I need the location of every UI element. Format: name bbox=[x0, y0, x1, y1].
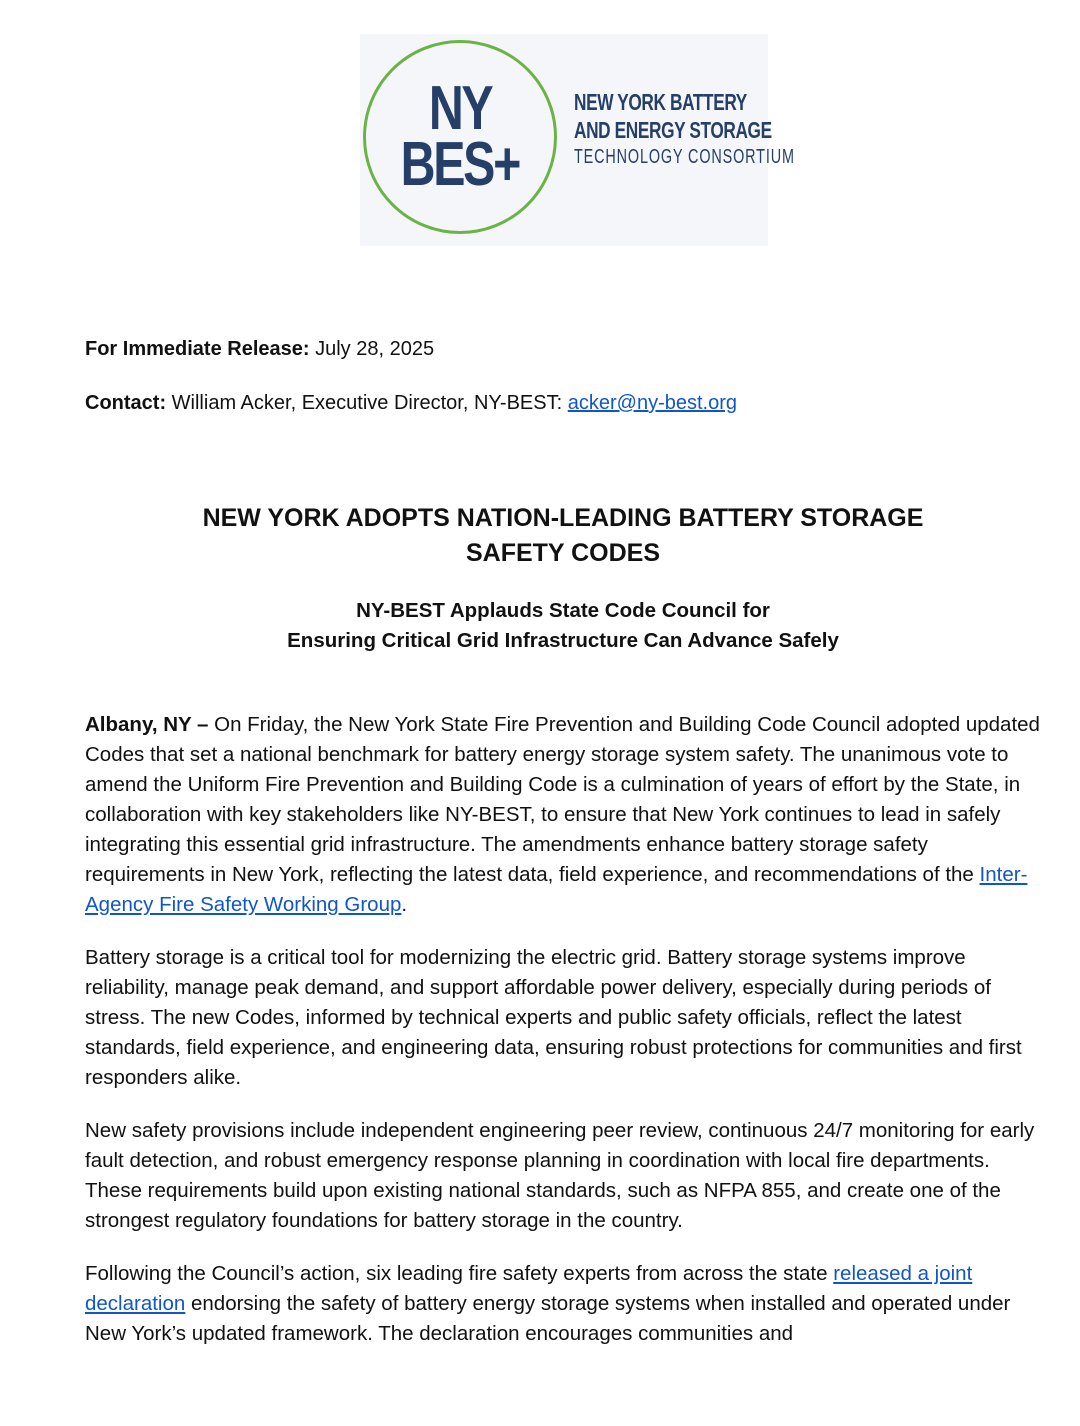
logo-mark-line2: BES+ bbox=[400, 130, 520, 199]
logo-mark-line1: NY bbox=[428, 74, 492, 143]
release-line bbox=[85, 337, 434, 361]
paragraph-1 bbox=[85, 710, 1045, 920]
dateline: Albany, NY – bbox=[85, 713, 209, 736]
release-label: For Immediate Release: bbox=[85, 338, 310, 360]
logo-mark bbox=[363, 40, 557, 234]
joint-declaration-link[interactable]: released a joint declaration bbox=[85, 1262, 973, 1315]
contact-text: William Acker, Executive Director, NY-BEST: bbox=[171, 392, 563, 414]
paragraph-4 bbox=[85, 1259, 1045, 1349]
paragraph-1-text: On Friday, the New York State Fire Prevention and Building Code Council adopted updated Codes that set a national benchmark for battery energy storage system safety. The unanimous vote to amend the Uniform Fire Prevention and Building Code is a culmination of years of effort by the State, in collaboration with key stakeholders like NY-BEST, to ensure that New York continues to lead in safely integrating this essential grid infrastructure. The amendments enhance battery storage safety requirements in New York, reflecting the latest data, field experience, and recommendations of the bbox=[85, 713, 1040, 886]
headline bbox=[85, 501, 1041, 571]
release-date: July 28, 2025 bbox=[315, 338, 435, 360]
logo-text-line3: TECHNOLOGY CONSORTIUM bbox=[574, 146, 795, 168]
paragraph-2: Battery storage is a critical tool for modernizing the electric grid. Battery storage systems improve reliability, manage peak demand, and support affordable power delivery, especially during periods of stress. The new Codes, informed by technical experts and public safety officials, reflect the latest standards, field experience, and engineering data, ensuring robust protections for communities and first responders alike. bbox=[85, 946, 1022, 1089]
contact-email-link[interactable]: acker@ny-best.org bbox=[567, 392, 737, 414]
subhead-line2: Ensuring Critical Grid Infrastructure Can Advance Safely bbox=[287, 629, 839, 652]
logo-text-line2: AND ENERGY STORAGE bbox=[574, 117, 772, 143]
paragraph-4-end: endorsing the safety of battery energy storage systems when installed and operated under New York’s updated framework. The declaration encourages communities and bbox=[85, 1292, 1011, 1345]
paragraph-3: New safety provisions include independent engineering peer review, continuous 24/7 monitoring for early fault detection, and robust emergency response planning in coordination with local fire departments. These requirements build upon existing national standards, such as NFPA 855, and create one of the strongest regulatory foundations for battery storage in the country. bbox=[85, 1119, 1035, 1232]
contact-line bbox=[85, 391, 737, 415]
ny-best-logo bbox=[360, 34, 795, 246]
logo-wordmark bbox=[574, 88, 881, 170]
subhead-line1: NY-BEST Applauds State Code Council for bbox=[356, 599, 770, 622]
paragraph-1-end: . bbox=[401, 893, 408, 916]
working-group-link[interactable]: Inter-Agency Fire Safety Working Group bbox=[85, 863, 1028, 916]
paragraph-4-text: Following the Council’s action, six leading fire safety experts from across the state bbox=[85, 1262, 834, 1285]
headline-line2: SAFETY CODES bbox=[465, 539, 661, 567]
contact-label: Contact: bbox=[85, 392, 167, 414]
subheadline bbox=[85, 596, 1041, 656]
headline-line1: NEW YORK ADOPTS NATION-LEADING BATTERY STORAGE bbox=[202, 504, 924, 532]
logo-text-line1: NEW YORK BATTERY bbox=[574, 89, 747, 115]
